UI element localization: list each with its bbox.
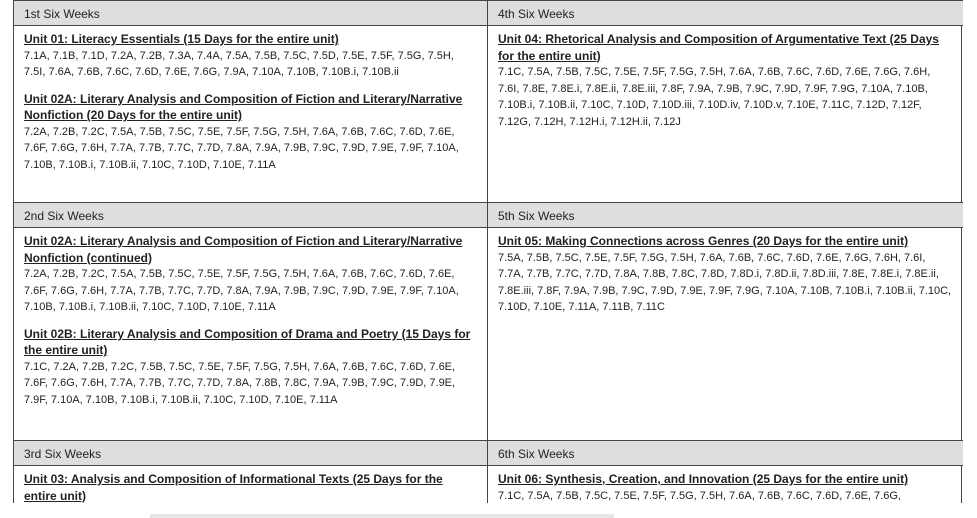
unit-04-standards: 7.1C, 7.5A, 7.5B, 7.5C, 7.5E, 7.5F, 7.5G, 7.5H, 7.6A, 7.6B, 7.6C, 7.6D, 7.6E, 7.6G, 7.6H, 7.6I, 7.8E, 7.8E.i, 7.8E.ii, 7.8E.iii, 7.8F, 7.9A, 7.9B, 7.9C, 7.9D, 7.9F, 7.9G, 7.10A, 7.10B, 7.10B.i, 7.10B.ii, 7.10C, 7.10D, 7.10D.iii, 7.10D.iv, 7.10D.v, 7.10E, 7.11C, 7.12D, 7.12F, 7.12G, 7.12H, 7.12H.i, 7.12H.ii, 7.12J: [498, 66, 931, 128]
unit-02b-standards: 7.1C, 7.2A, 7.2B, 7.2C, 7.5B, 7.5C, 7.5E, 7.5F, 7.5G, 7.5H, 7.6A, 7.6B, 7.6C, 7.6D, 7.6E, 7.6F, 7.6G, 7.6H, 7.7A, 7.7B, 7.7C, 7.7D, 7.8A, 7.8B, 7.8C, 7.9A, 7.9B, 7.9C, 7.9D, 7.9E, 7.9F, 7.10A, 7.10B, 7.10B.i, 7.10B.ii, 7.10C, 7.10D, 7.10E, 7.11A: [24, 360, 456, 406]
unit-04-title[interactable]: Unit 04: Rhetorical Analysis and Composition of Argumentative Text (25 Days for the entire unit): [498, 32, 939, 63]
period-header-3rd: 3rd Six Weeks: [14, 440, 488, 466]
period-header-5th: 5th Six Weeks: [488, 202, 963, 228]
period-cell-3rd: [14, 466, 488, 503]
period-cell-5th: [488, 228, 963, 440]
unit-03-title[interactable]: Unit 03: Analysis and Composition of Informational Texts (25 Days for the entire unit): [24, 472, 443, 503]
period-header-4th: 4th Six Weeks: [488, 0, 963, 26]
unit-05-standards: 7.5A, 7.5B, 7.5C, 7.5E, 7.5F, 7.5G, 7.5H, 7.6A, 7.6B, 7.6C, 7.6D, 7.6E, 7.6G, 7.6H, 7.6I, 7.7A, 7.7B, 7.7C, 7.7D, 7.8A, 7.8B, 7.8C, 7.8D, 7.8D.i, 7.8D.ii, 7.8D.iii, 7.8E, 7.8E.i, 7.8E.ii, 7.8E.iii, 7.8F, 7.9A, 7.9B, 7.9C, 7.9D, 7.9E, 7.9F, 7.9G, 7.10A, 7.10B, 7.10B.i, 7.10B.ii, 7.10C, 7.10D, 7.10E, 7.11A, 7.11B, 7.11C: [498, 251, 952, 314]
unit-02a-continued-standards: 7.2A, 7.2B, 7.2C, 7.5A, 7.5B, 7.5C, 7.5E, 7.5F, 7.5G, 7.5H, 7.6A, 7.6B, 7.6C, 7.6D, 7.6E, 7.6F, 7.6G, 7.6H, 7.7A, 7.7B, 7.7C, 7.7D, 7.8A, 7.9A, 7.9B, 7.9C, 7.9D, 7.9E, 7.9F, 7.10A, 7.10B, 7.10B.i, 7.10B.ii, 7.10C, 7.10D, 7.10E, 7.11A: [24, 268, 459, 314]
unit-02a-standards: 7.2A, 7.2B, 7.2C, 7.5A, 7.5B, 7.5C, 7.5E, 7.5F, 7.5G, 7.5H, 7.6A, 7.6B, 7.6C, 7.6D, 7.6E, 7.6F, 7.6G, 7.6H, 7.7A, 7.7B, 7.7C, 7.7D, 7.8A, 7.9A, 7.9B, 7.9C, 7.9D, 7.9E, 7.9F, 7.10A, 7.10B, 7.10B.i, 7.10B.ii, 7.10C, 7.10D, 7.10E, 7.11A: [24, 125, 459, 171]
unit-06-standards: 7.1C, 7.5A, 7.5B, 7.5C, 7.5E, 7.5F, 7.5G, 7.5H, 7.6A, 7.6B, 7.6C, 7.6D, 7.6E, 7.6G,: [498, 489, 901, 502]
period-cell-1st: [14, 26, 488, 202]
page-footer-bar: [150, 514, 614, 518]
unit-01-standards: 7.1A, 7.1B, 7.1D, 7.2A, 7.2B, 7.3A, 7.4A, 7.5A, 7.5B, 7.5C, 7.5D, 7.5E, 7.5F, 7.5G, 7.5H, 7.5I, 7.6A, 7.6B, 7.6C, 7.6D, 7.6E, 7.6G, 7.9A, 7.10A, 7.10B, 7.10B.i, 7.10B.ii: [24, 49, 454, 79]
period-header-1st: 1st Six Weeks: [14, 0, 488, 26]
unit-06-title[interactable]: Unit 06: Synthesis, Creation, and Innovation (25 Days for the entire unit): [498, 472, 909, 486]
period-header-6th: 6th Six Weeks: [488, 440, 963, 466]
period-cell-2nd: [14, 228, 488, 440]
period-cell-4th: [488, 26, 963, 202]
unit-02a-title[interactable]: Unit 02A: Literary Analysis and Composition of Fiction and Literary/Narrative Nonfiction (20 Days for the entire unit): [24, 91, 463, 123]
unit-02a-continued-title[interactable]: Unit 02A: Literary Analysis and Composition of Fiction and Literary/Narrative Nonfiction (continued): [24, 234, 463, 265]
unit-02b-title[interactable]: Unit 02B: Literary Analysis and Composition of Drama and Poetry (15 Days for the entire unit): [24, 326, 471, 358]
unit-05-title[interactable]: Unit 05: Making Connections across Genres (20 Days for the entire unit): [498, 234, 909, 248]
period-cell-6th: [488, 466, 963, 503]
unit-01-title[interactable]: Unit 01: Literacy Essentials (15 Days for the entire unit): [24, 32, 339, 46]
curriculum-table: [13, 0, 962, 503]
period-header-2nd: 2nd Six Weeks: [14, 202, 488, 228]
